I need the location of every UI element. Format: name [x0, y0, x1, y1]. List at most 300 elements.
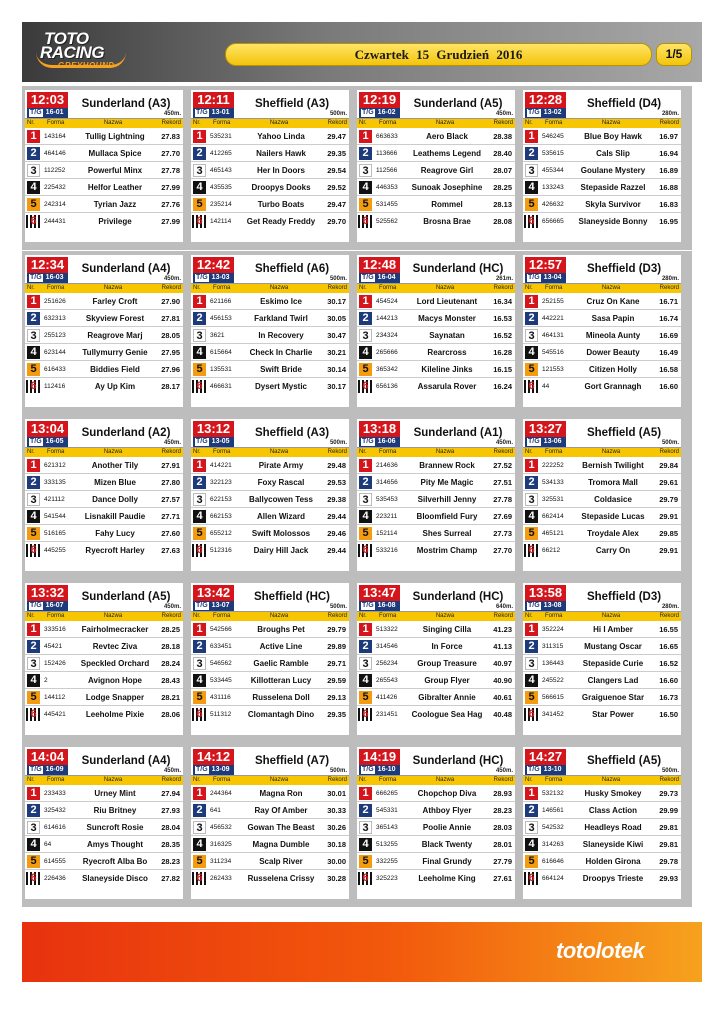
runner-row[interactable]: [357, 310, 515, 327]
runner-row[interactable]: [191, 474, 349, 491]
runner-row[interactable]: [25, 293, 183, 310]
runner-name: Dower Beauty: [586, 348, 640, 357]
col-rekord: Rekord: [161, 449, 181, 455]
runner-row[interactable]: [191, 457, 349, 474]
runner-row[interactable]: [357, 491, 515, 508]
runner-record: 29.91: [659, 512, 678, 521]
trap-badge: 5: [359, 363, 372, 376]
runner-row[interactable]: [191, 525, 349, 542]
runner-row[interactable]: [523, 638, 681, 655]
runner-row[interactable]: [191, 853, 349, 870]
trap-badge: 1: [525, 787, 538, 800]
column-headers: [523, 776, 681, 785]
runner-record: 30.28: [327, 874, 346, 883]
runner-row[interactable]: [357, 853, 515, 870]
runner-form: 456532: [210, 824, 232, 831]
trap-badge: 4: [27, 346, 40, 359]
runner-form: 2: [44, 677, 48, 684]
runner-name: Holden Girona: [585, 857, 641, 866]
runner-name: Shes Surreal: [422, 529, 472, 538]
race-time: 12:11: [193, 92, 234, 108]
runner-row[interactable]: [523, 378, 681, 395]
runner-row[interactable]: [191, 378, 349, 395]
col-nr: Nr.: [359, 120, 367, 126]
runner-record: 29.38: [327, 495, 346, 504]
runner-record: 27.57: [161, 495, 180, 504]
runner-row[interactable]: [25, 310, 183, 327]
runner-name: Gibralter Annie: [418, 693, 476, 702]
runner-form: 3621: [210, 332, 225, 339]
column-headers: [25, 448, 183, 457]
race-card[interactable]: [357, 747, 515, 899]
race-header: [191, 583, 349, 612]
runner-row[interactable]: [357, 162, 515, 179]
runner-name: Eskimo Ice: [260, 297, 302, 306]
runner-row[interactable]: [357, 621, 515, 638]
runner-row[interactable]: [25, 638, 183, 655]
runner-row[interactable]: [523, 870, 681, 887]
distance-value: 450: [163, 768, 174, 774]
col-forma: Forma: [545, 777, 563, 783]
trap-badge: 6: [524, 872, 539, 885]
runner-row[interactable]: [523, 361, 681, 378]
runner-row[interactable]: [357, 508, 515, 525]
runner-form: 144112: [44, 694, 66, 701]
runner-row[interactable]: [357, 870, 515, 887]
trap-badge: 5: [525, 198, 538, 211]
column-headers: [357, 612, 515, 621]
runner-row[interactable]: [357, 689, 515, 706]
runner-row[interactable]: [523, 621, 681, 638]
runner-record: 16.52: [659, 659, 678, 668]
race-card[interactable]: [357, 90, 515, 242]
runner-row[interactable]: [523, 689, 681, 706]
runner-form: 545331: [376, 807, 398, 814]
col-rekord: Rekord: [161, 120, 181, 126]
runner-row[interactable]: [523, 196, 681, 213]
col-nazwa: Nazwa: [269, 285, 289, 291]
tg-label: T/G: [196, 766, 208, 773]
runner-row[interactable]: [191, 145, 349, 162]
runner-form: 242314: [44, 201, 66, 208]
race-code: [359, 273, 400, 283]
runner-row[interactable]: [523, 293, 681, 310]
runner-row[interactable]: [191, 655, 349, 672]
runner-row[interactable]: [25, 508, 183, 525]
runner-row[interactable]: [25, 525, 183, 542]
runner-row[interactable]: [191, 802, 349, 819]
runner-row[interactable]: [357, 638, 515, 655]
runner-form: 513255: [376, 841, 398, 848]
race-time: 13:12: [193, 421, 234, 437]
race-card[interactable]: [357, 419, 515, 571]
runner-name: Russelena Crissy: [247, 874, 315, 883]
runner-row[interactable]: [357, 179, 515, 196]
page-number: 1/5: [656, 43, 692, 66]
runner-row[interactable]: [357, 672, 515, 689]
runner-row[interactable]: [25, 706, 183, 723]
trap-badge: 4: [193, 346, 206, 359]
runner-row[interactable]: [191, 293, 349, 310]
runner-form: 316325: [210, 841, 232, 848]
runner-row[interactable]: [191, 542, 349, 559]
runner-row[interactable]: [523, 162, 681, 179]
runner-row[interactable]: [523, 145, 681, 162]
runner-row[interactable]: [25, 802, 183, 819]
runner-row[interactable]: [191, 836, 349, 853]
trap-badge: 2: [525, 640, 538, 653]
runner-row[interactable]: [25, 491, 183, 508]
runner-name: Mizen Blue: [94, 478, 136, 487]
col-nr: Nr.: [27, 777, 35, 783]
runner-row[interactable]: [191, 213, 349, 230]
trap-badge: 1: [525, 623, 538, 636]
trap-badge: 1: [525, 295, 538, 308]
runner-record: 29.48: [327, 461, 346, 470]
runner-record: 28.23: [493, 806, 512, 815]
distance-unit: m.: [173, 768, 181, 774]
runner-row[interactable]: [357, 457, 515, 474]
col-forma: Forma: [47, 449, 65, 455]
runner-row[interactable]: [523, 836, 681, 853]
race-time: 12:28: [525, 92, 566, 108]
runner-row[interactable]: [191, 344, 349, 361]
trap-badge: 6: [192, 708, 207, 721]
column-headers: [191, 448, 349, 457]
runner-form: 545516: [542, 349, 564, 356]
runner-record: 16.60: [659, 676, 678, 685]
distance-value: 280: [661, 604, 672, 610]
runner-row[interactable]: [25, 689, 183, 706]
runner-record: 29.35: [327, 149, 346, 158]
runner-name: Pity Me Magic: [420, 478, 474, 487]
race-card[interactable]: [523, 255, 681, 407]
runner-row[interactable]: [523, 344, 681, 361]
runner-name: Helfor Leather: [87, 183, 143, 192]
race-code-value: 13-07: [211, 602, 230, 609]
race-card[interactable]: [523, 583, 681, 735]
runner-name: Sunoak Josephine: [411, 183, 483, 192]
runner-form: 245522: [542, 677, 564, 684]
runner-row[interactable]: [523, 706, 681, 723]
column-headers: [523, 119, 681, 128]
runner-row[interactable]: [357, 293, 515, 310]
runner-form: 535453: [376, 496, 398, 503]
runner-form: 632313: [44, 315, 66, 322]
race-code-value: 16-06: [377, 438, 396, 445]
runner-record: 16.89: [659, 166, 678, 175]
runner-name: Urney Mint: [94, 789, 136, 798]
runner-row[interactable]: [191, 689, 349, 706]
race-code-value: 13-10: [543, 766, 562, 773]
runner-form: 225432: [44, 184, 66, 191]
runner-form: 532132: [542, 790, 564, 797]
runner-name: Biddies Field: [90, 365, 140, 374]
runner-row[interactable]: [523, 819, 681, 836]
runner-row[interactable]: [191, 706, 349, 723]
runner-record: 27.78: [493, 495, 512, 504]
runner-row[interactable]: [25, 785, 183, 802]
race-code-value: 13-08: [543, 602, 562, 609]
runner-row[interactable]: [523, 474, 681, 491]
runner-form: 235214: [210, 201, 232, 208]
trap-badge: 3: [359, 164, 372, 177]
race-card[interactable]: [191, 255, 349, 407]
race-time: 13:04: [27, 421, 68, 437]
runner-row[interactable]: [523, 785, 681, 802]
runner-record: 27.79: [493, 857, 512, 866]
runner-row[interactable]: [191, 491, 349, 508]
runner-row[interactable]: [357, 128, 515, 145]
runner-row[interactable]: [25, 870, 183, 887]
runner-row[interactable]: [191, 870, 349, 887]
col-rekord: Rekord: [493, 777, 513, 783]
runner-name: Assarula Rover: [417, 382, 477, 391]
runner-name: Fahy Lucy: [95, 529, 135, 538]
race-card[interactable]: [191, 583, 349, 735]
runner-form: 135531: [210, 366, 232, 373]
col-nr: Nr.: [193, 120, 201, 126]
runner-row[interactable]: [25, 457, 183, 474]
runner-record: 28.40: [493, 149, 512, 158]
runner-record: 16.65: [659, 642, 678, 651]
col-nr: Nr.: [359, 449, 367, 455]
tg-label: T/G: [528, 274, 540, 281]
runner-row[interactable]: [357, 525, 515, 542]
race-card[interactable]: [523, 90, 681, 242]
race-track: Sheffield (A6): [254, 263, 330, 275]
runner-row[interactable]: [523, 672, 681, 689]
runner-row[interactable]: [25, 162, 183, 179]
col-forma: Forma: [213, 449, 231, 455]
runner-form: 641: [210, 807, 221, 814]
runner-row[interactable]: [357, 785, 515, 802]
race-header: [191, 90, 349, 119]
runner-row[interactable]: [191, 508, 349, 525]
runner-row[interactable]: [357, 344, 515, 361]
runner-record: 16.88: [659, 183, 678, 192]
runner-record: 28.13: [493, 200, 512, 209]
runner-row[interactable]: [25, 145, 183, 162]
runner-row[interactable]: [25, 542, 183, 559]
date-year: 2016: [496, 47, 523, 62]
trap-badge: 1: [27, 459, 40, 472]
tg-label: T/G: [30, 766, 42, 773]
runner-row[interactable]: [357, 706, 515, 723]
runner-record: 30.47: [327, 331, 346, 340]
trap-badge: 2: [525, 147, 538, 160]
runner-row[interactable]: [191, 162, 349, 179]
runner-name: Class Action: [588, 806, 638, 815]
trap-badge: 6: [26, 215, 41, 228]
distance-value: 500: [329, 276, 340, 282]
trap-badge: 3: [525, 821, 538, 834]
runner-row[interactable]: [25, 179, 183, 196]
runner-form: 44: [542, 383, 550, 390]
trap-badge: 4: [359, 510, 372, 523]
runner-row[interactable]: [523, 213, 681, 230]
runner-row[interactable]: [357, 361, 515, 378]
runner-form: 655212: [210, 530, 232, 537]
race-card[interactable]: [191, 90, 349, 242]
col-forma: Forma: [213, 120, 231, 126]
runner-row[interactable]: [523, 179, 681, 196]
runner-form: 112566: [376, 167, 398, 174]
runner-row[interactable]: [25, 128, 183, 145]
trap-badge: 3: [525, 329, 538, 342]
runner-row[interactable]: [523, 542, 681, 559]
tg-label: T/G: [196, 274, 208, 281]
col-nr: Nr.: [525, 777, 533, 783]
runner-row[interactable]: [25, 819, 183, 836]
runner-row[interactable]: [357, 327, 515, 344]
trap-badge: 2: [359, 476, 372, 489]
runner-row[interactable]: [357, 819, 515, 836]
runner-record: 28.38: [493, 132, 512, 141]
runner-row[interactable]: [357, 542, 515, 559]
runner-row[interactable]: [523, 853, 681, 870]
runner-name: Speckled Orchard: [80, 659, 150, 668]
distance-value: 450: [163, 604, 174, 610]
runner-row[interactable]: [357, 196, 515, 213]
runner-row[interactable]: [523, 327, 681, 344]
race-code: [193, 437, 234, 447]
distance-unit: m.: [339, 768, 347, 774]
runner-name: Nailers Hawk: [256, 149, 306, 158]
race-time: 13:18: [359, 421, 400, 437]
race-time: 13:42: [193, 585, 234, 601]
race-card[interactable]: [191, 747, 349, 899]
col-nazwa: Nazwa: [269, 777, 289, 783]
runner-name: Amys Thought: [87, 840, 143, 849]
runner-row[interactable]: [523, 491, 681, 508]
race-code: [193, 108, 234, 118]
race-distance: [496, 275, 513, 283]
runner-row[interactable]: [523, 802, 681, 819]
runner-row[interactable]: [357, 378, 515, 395]
runner-name: Lisnakill Paudie: [84, 512, 146, 521]
runner-record: 16.95: [659, 217, 678, 226]
race-card[interactable]: [25, 419, 183, 571]
runner-row[interactable]: [25, 836, 183, 853]
runner-row[interactable]: [25, 344, 183, 361]
runner-row[interactable]: [25, 672, 183, 689]
runner-name: Gowan The Beast: [247, 823, 315, 832]
race-code: [27, 273, 68, 283]
runner-row[interactable]: [523, 525, 681, 542]
runner-name: Allen Wizard: [257, 512, 305, 521]
runner-row[interactable]: [25, 196, 183, 213]
race-track: Sheffield (A3): [254, 98, 330, 110]
distance-value: 450: [495, 111, 506, 117]
runner-row[interactable]: [523, 655, 681, 672]
runner-form: 445255: [44, 547, 66, 554]
runner-form: 255123: [44, 332, 66, 339]
runner-row[interactable]: [191, 128, 349, 145]
runner-row[interactable]: [25, 621, 183, 638]
race-card[interactable]: [25, 255, 183, 407]
race-card[interactable]: [357, 583, 515, 735]
column-headers: [25, 119, 183, 128]
runner-row[interactable]: [523, 508, 681, 525]
runner-record: 29.54: [327, 166, 346, 175]
runner-row[interactable]: [25, 853, 183, 870]
runner-row[interactable]: [25, 378, 183, 395]
runner-name: Powerful Minx: [87, 166, 143, 175]
runner-row[interactable]: [357, 145, 515, 162]
race-header: [25, 419, 183, 448]
runner-name: Get Ready Freddy: [246, 217, 316, 226]
runner-row[interactable]: [191, 310, 349, 327]
trap-badge: 4: [193, 838, 206, 851]
runner-name: Black Twenty: [421, 840, 473, 849]
column-headers: [191, 776, 349, 785]
race-card[interactable]: [25, 747, 183, 899]
runner-record: 29.85: [659, 529, 678, 538]
col-nr: Nr.: [525, 613, 533, 619]
runner-row[interactable]: [523, 128, 681, 145]
runner-row[interactable]: [191, 638, 349, 655]
runner-row[interactable]: [357, 836, 515, 853]
runner-row[interactable]: [357, 802, 515, 819]
runner-form: 341452: [542, 711, 564, 718]
runner-row[interactable]: [25, 655, 183, 672]
runner-row[interactable]: [357, 213, 515, 230]
race-card[interactable]: [523, 747, 681, 899]
trap-badge: 3: [27, 657, 40, 670]
runner-row[interactable]: [191, 819, 349, 836]
runner-row[interactable]: [191, 672, 349, 689]
runner-row[interactable]: [191, 196, 349, 213]
runner-row[interactable]: [25, 474, 183, 491]
trap-badge: 4: [525, 674, 538, 687]
runner-row[interactable]: [191, 621, 349, 638]
runner-row[interactable]: [191, 361, 349, 378]
runner-row[interactable]: [25, 327, 183, 344]
runner-row[interactable]: [25, 361, 183, 378]
runner-name: Lodge Snapper: [85, 693, 145, 702]
race-card[interactable]: [357, 255, 515, 407]
runner-row[interactable]: [191, 327, 349, 344]
race-card[interactable]: [523, 419, 681, 571]
runner-name: Husky Smokey: [584, 789, 642, 798]
runner-row[interactable]: [191, 179, 349, 196]
runner-name: Active Line: [259, 642, 303, 651]
runner-row[interactable]: [357, 655, 515, 672]
runner-row[interactable]: [191, 785, 349, 802]
runner-name: Brosna Brae: [423, 217, 471, 226]
runner-row[interactable]: [25, 213, 183, 230]
runner-form: 662414: [542, 513, 564, 520]
col-rekord: Rekord: [659, 449, 679, 455]
col-rekord: Rekord: [327, 777, 347, 783]
runner-name: Foxy Rascal: [257, 478, 305, 487]
runner-name: Gort Grannagh: [584, 382, 642, 391]
runner-form: 464146: [44, 150, 66, 157]
distance-value: 500: [329, 768, 340, 774]
runner-row[interactable]: [523, 310, 681, 327]
race-card[interactable]: [25, 90, 183, 242]
runner-name: Droopys Trieste: [582, 874, 644, 883]
trap-badge: 1: [359, 787, 372, 800]
race-card[interactable]: [191, 419, 349, 571]
trap-badge: 3: [193, 493, 206, 506]
race-card[interactable]: [25, 583, 183, 735]
runner-row[interactable]: [523, 457, 681, 474]
runner-row[interactable]: [357, 474, 515, 491]
trap-badge: 2: [359, 804, 372, 817]
runner-form: 252155: [542, 298, 564, 305]
